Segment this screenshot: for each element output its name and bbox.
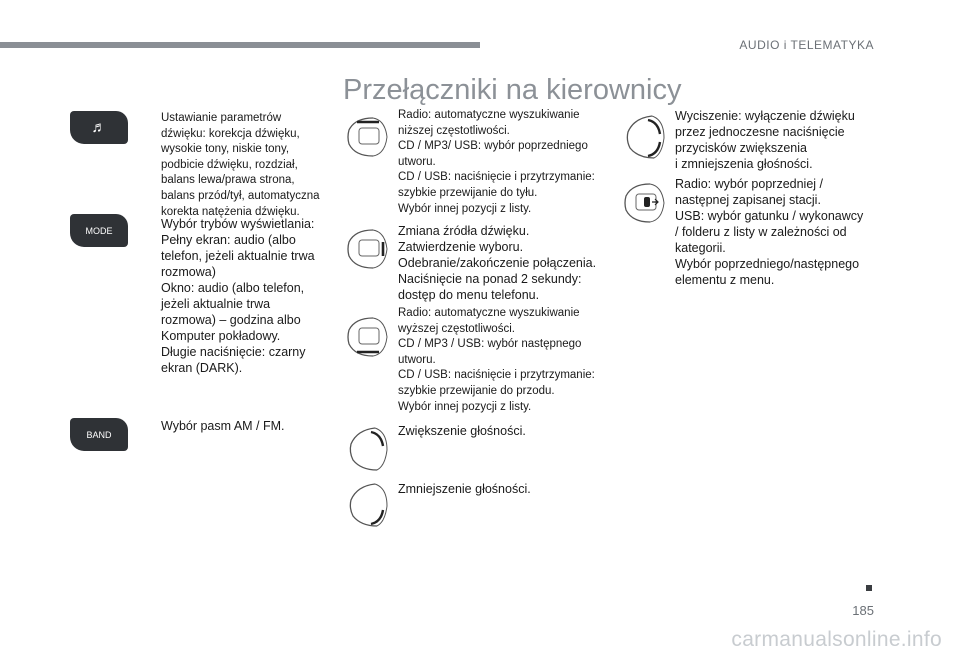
source-text: Zmiana źródła dźwięku. Zatwierdzenie wyboru. Odebranie/zakończenie połączenia. Naciśnięcie na ponad 2 sekundy: dostęp do menu telefonu.	[398, 224, 597, 302]
volume-down-text: Zmniejszenie głośności.	[398, 482, 531, 496]
scroll-wheel-control-icon	[620, 178, 676, 228]
mute-text: Wyciszenie: wyłączenie dźwięku przez jednoczesne naciśnięcie przycisków zwiększenia i zmniejszenia głośności.	[675, 109, 855, 171]
seek-up-text: Radio: automatyczne wyszukiwanie wyższej częstotliwości. CD / MP3 / USB: wybór następnego utworu. CD / USB: naciśnięcie i przytrzymanie: szybkie przewijanie do przodu. Wybór innej pozycji z listy.	[398, 307, 595, 413]
mode-text: Wybór trybów wyświetlania: Pełny ekran: audio (albo telefon, jeżeli aktualnie trwa rozmowa) Okno: audio (albo telefon, jeżeli aktualnie trwa rozmowa) – godzina albo Komputer pokładowy. Długie naciśnięcie: czarny ekran (DARK).	[161, 217, 315, 375]
sound-settings-text: Ustawianie parametrów dźwięku: korekcja dźwięku, wysokie tony, niskie tony, podbicie dźwięku, rozdział, balans lewa/prawa strona, balans przód/tył, automatyczna korekta natężenia dźwięku.	[161, 112, 320, 218]
volume-up-control-icon	[343, 424, 399, 474]
page-title: Przełączniki na kierownicy	[343, 74, 682, 106]
music-note-icon: ♬	[91, 119, 107, 136]
end-marker	[866, 585, 872, 591]
seek-up-control-icon	[343, 312, 399, 362]
band-button: BAND	[70, 418, 128, 451]
volume-up-text: Zwiększenie głośności.	[398, 424, 526, 438]
seek-down-control-icon	[343, 112, 399, 162]
scroll-wheel-text: Radio: wybór poprzedniej / następnej zapisanej stacji. USB: wybór gatunku / wykonawcy / folderu z listy w zależności od kategorii. Wybór poprzedniego/następnego elementu z menu.	[675, 177, 864, 287]
section-title: AUDIO i TELEMATYKA	[739, 38, 874, 52]
watermark: carmanualsonline.info	[731, 628, 942, 651]
sound-settings-button	[70, 111, 128, 144]
mute-control-icon	[620, 112, 676, 162]
page-number: 185	[852, 603, 874, 618]
seek-down-text: Radio: automatyczne wyszukiwanie niższej częstotliwości. CD / MP3/ USB: wybór poprzedniego utworu. CD / USB: naciśnięcie i przytrzymanie: szybkie przewijanie do tyłu. Wybór innej pozycji z listy.	[398, 109, 595, 215]
mode-button: MODE	[70, 214, 128, 247]
band-text: Wybór pasm AM / FM.	[161, 419, 285, 433]
source-control-icon	[343, 224, 399, 274]
volume-down-control-icon	[343, 480, 399, 530]
header-bar	[0, 42, 480, 48]
